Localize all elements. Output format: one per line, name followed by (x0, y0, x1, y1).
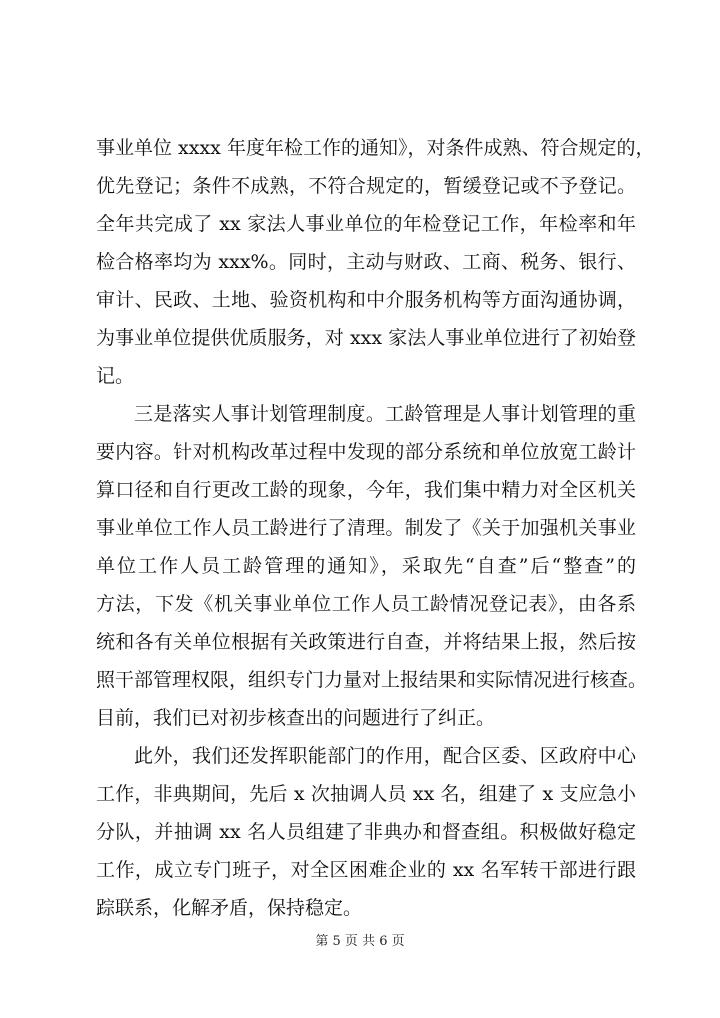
text-line: 单位工作人员工龄管理的通知》，采取先“自查”后“整查”的 (96, 555, 636, 577)
text-line: 为事业单位提供优质服务，对 xxx 家法人事业单位进行了初始登 (96, 327, 636, 349)
text-line: 事业单位工作人员工龄进行了清理。制发了《关于加强机关事业 (96, 517, 636, 539)
text-line: 算口径和自行更改工龄的现象，今年，我们集中精力对全区机关 (96, 479, 636, 501)
text-line: 审计、民政、土地、验资机构和中介服务机构等方面沟通协调， (96, 289, 636, 311)
text-line: 记。 (96, 365, 135, 387)
text-line: 检合格率均为 xxx%。同时，主动与财政、工商、税务、银行、 (96, 251, 636, 273)
text-line: 事业单位 xxxx 年度年检工作的通知》，对条件成熟、符合规定的， (96, 137, 655, 159)
page-number-footer: 第 5 页 共 6 页 (315, 934, 405, 949)
text-line: 统和各有关单位根据有关政策进行自查，并将结果上报，然后按 (96, 631, 636, 653)
text-line: 工作，成立专门班子，对全区困难企业的 xx 名军转干部进行跟 (96, 859, 636, 881)
text-line: 要内容。针对机构改革过程中发现的部分系统和单位放宽工龄计 (96, 441, 636, 463)
text-line: 方法，下发《机关事业单位工作人员工龄情况登记表》，由各系 (96, 593, 636, 615)
text-line: 优先登记；条件不成熟，不符合规定的，暂缓登记或不予登记。 (96, 175, 636, 197)
text-line: 目前，我们已对初步核查出的问题进行了纠正。 (96, 707, 496, 729)
paragraph-first-line: 此外，我们还发挥职能部门的作用，配合区委、区政府中心 (134, 745, 636, 767)
text-line: 全年共完成了 xx 家法人事业单位的年检登记工作，年检率和年 (96, 213, 636, 235)
paragraph-first-line: 三是落实人事计划管理制度。工龄管理是人事计划管理的重 (134, 403, 636, 425)
text-line: 分队，并抽调 xx 名人员组建了非典办和督查组。积极做好稳定 (96, 821, 636, 843)
text-line: 照干部管理权限，组织专门力量对上报结果和实际情况进行核查。 (96, 669, 648, 691)
text-line: 踪联系，化解矛盾，保持稳定。 (96, 897, 363, 919)
text-line: 工作，非典期间，先后 x 次抽调人员 xx 名，组建了 x 支应急小 (96, 783, 636, 805)
